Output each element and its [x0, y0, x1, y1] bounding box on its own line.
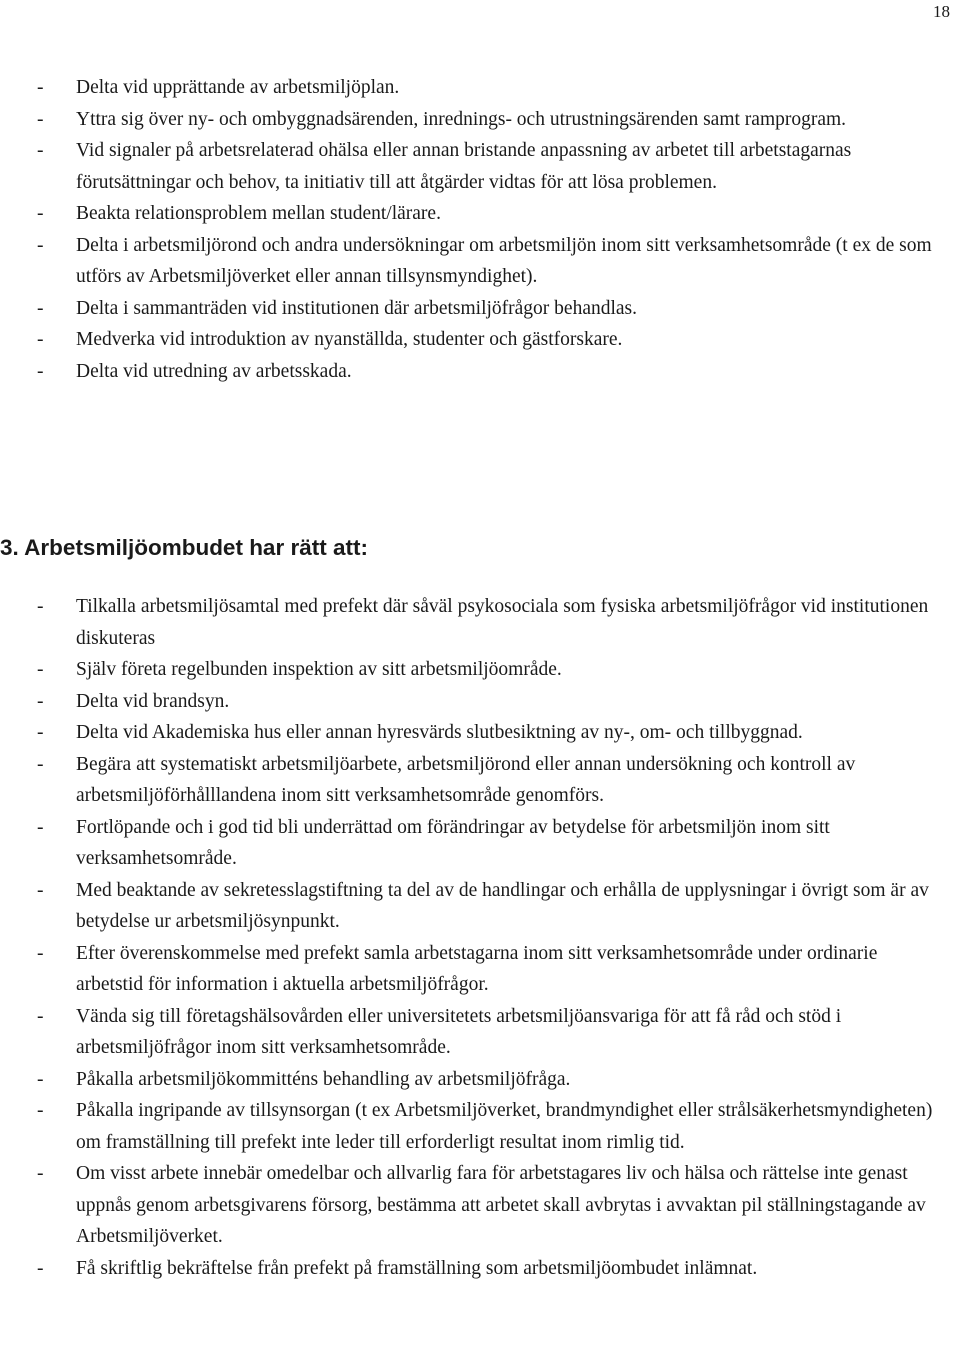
list-item	[0, 356, 960, 388]
bullet-dash: -	[37, 1257, 44, 1279]
list-item-text: Vända sig till företagshälsovården eller universitetets arbetsmiljöansvariga för att få råd och stöd i arbetsmiljöfrågor inom sitt verksamhetsområde.	[76, 1005, 842, 1058]
bullet-dash: -	[37, 690, 44, 712]
bullet-dash: -	[37, 297, 44, 319]
bullet-dash: -	[37, 753, 44, 775]
bullet-dash: -	[37, 722, 44, 743]
list-item	[0, 1158, 960, 1253]
bullet-dash: -	[37, 234, 44, 256]
rights-list	[0, 591, 960, 1284]
list-item-text: Tilkalla arbetsmiljösamtal med prefekt där såväl psykosociala som fysiska arbetsmiljöfrågor vid institutionen diskuteras	[76, 596, 929, 649]
list-item-text: Delta i sammanträden vid institutionen där arbetsmiljöfrågor behandlas.	[76, 297, 638, 319]
bullet-dash: -	[37, 1068, 44, 1090]
bullet-dash: -	[37, 203, 44, 224]
bullet-dash: -	[37, 1100, 44, 1121]
list-item	[0, 293, 960, 325]
list-item	[0, 717, 960, 749]
list-item	[0, 938, 960, 1001]
list-item-text: Påkalla ingripande av tillsynsorgan (t ex Arbetsmiljöverket, brandmyndighet eller strålsäkerhetsmyndigheten) om framställning till prefekt inte leder till erforderligt resultat inom rimlig tid.	[76, 1100, 933, 1153]
list-item	[0, 1253, 960, 1285]
list-item-text: Delta vid Akademiska hus eller annan hyresvärds slutbesiktning av ny-, om- och tillbyggnad.	[76, 722, 803, 743]
list-item-text: Delta vid utredning av arbetsskada.	[76, 360, 352, 382]
bullet-dash: -	[37, 77, 44, 98]
bullet-dash: -	[37, 360, 44, 382]
section-heading: 3. Arbetsmiljöombudet har rätt att:	[0, 535, 368, 560]
list-item	[0, 686, 960, 718]
bullet-dash: -	[37, 1005, 44, 1027]
list-item-text: Medverka vid introduktion av nyanställda, studenter och gästforskare.	[76, 329, 623, 350]
list-item	[0, 875, 960, 938]
list-item-text: Fortlöpande och i god tid bli underrättad om förändringar av betydelse för arbetsmiljön inom sitt verksamhetsområde.	[76, 816, 830, 869]
list-item-text: Yttra sig över ny- och ombyggnadsärenden, inrednings- och utrustningsärenden samt ramprogram.	[76, 108, 847, 130]
bullet-dash: -	[37, 942, 44, 964]
bullet-dash: -	[37, 596, 44, 617]
list-item	[0, 654, 960, 686]
page-number: 18	[933, 2, 950, 21]
list-item-text: Få skriftlig bekräftelse från prefekt på framställning som arbetsmiljöombudet inlämnat.	[76, 1257, 758, 1279]
list-item-text: Delta vid upprättande av arbetsmiljöplan.	[76, 77, 400, 98]
list-item-text: Om visst arbete innebär omedelbar och allvarlig fara för arbetstagares liv och hälsa och rättelse inte genast uppnås genom arbetsgivarens försorg, bestämma att arbetet skall avbrytas i avvaktan pil ställningstagande av Arbetsmiljöverket.	[76, 1163, 926, 1247]
duties-list	[0, 72, 960, 387]
list-item-text: Beakta relationsproblem mellan student/lärare.	[76, 203, 441, 224]
bullet-dash: -	[37, 329, 44, 350]
list-item	[0, 104, 960, 136]
list-item-text: Delta vid brandsyn.	[76, 690, 230, 712]
list-item	[0, 1064, 960, 1096]
list-item-text: Med beaktande av sekretesslagstiftning ta del av de handlingar och erhålla de upplysningar i övrigt som är av betydelse ur arbetsmiljösynpunkt.	[76, 879, 929, 932]
bullet-dash: -	[37, 879, 44, 901]
bullet-dash: -	[37, 659, 44, 680]
bullet-dash: -	[37, 1163, 44, 1184]
list-item	[0, 812, 960, 875]
list-item	[0, 198, 960, 230]
bullet-dash: -	[37, 108, 44, 130]
list-item-text: Påkalla arbetsmiljökommitténs behandling av arbetsmiljöfråga.	[76, 1068, 571, 1090]
list-item	[0, 1001, 960, 1064]
list-item-text: Efter överenskommelse med prefekt samla arbetstagarna inom sitt verksamhetsområde under ordinarie arbetstid för information i aktuella arbetsmiljöfrågor.	[76, 942, 878, 995]
list-item	[0, 230, 960, 293]
list-item	[0, 591, 960, 654]
list-item	[0, 1095, 960, 1158]
list-item-text: Själv företa regelbunden inspektion av sitt arbetsmiljöområde.	[76, 659, 562, 680]
list-item	[0, 135, 960, 198]
list-item	[0, 324, 960, 356]
list-item	[0, 72, 960, 104]
list-item-text: Delta i arbetsmiljörond och andra undersökningar om arbetsmiljön inom sitt verksamhetsområde (t ex de som utförs av Arbetsmiljöverket eller annan tillsynsmyndighet).	[76, 234, 932, 287]
bullet-dash: -	[37, 140, 44, 161]
list-item-text: Begära att systematiskt arbetsmiljöarbete, arbetsmiljörond eller annan undersökning och kontroll av arbetsmiljöförhålllandena inom sitt verksamhetsområde genomförs.	[76, 753, 856, 806]
bullet-dash: -	[37, 816, 44, 838]
list-item	[0, 749, 960, 812]
list-item-text: Vid signaler på arbetsrelaterad ohälsa eller annan bristande anpassning av arbetet till arbetstagarnas förutsättningar och behov, ta initiativ till att åtgärder vidtas för att lösa problemen.	[76, 140, 852, 193]
